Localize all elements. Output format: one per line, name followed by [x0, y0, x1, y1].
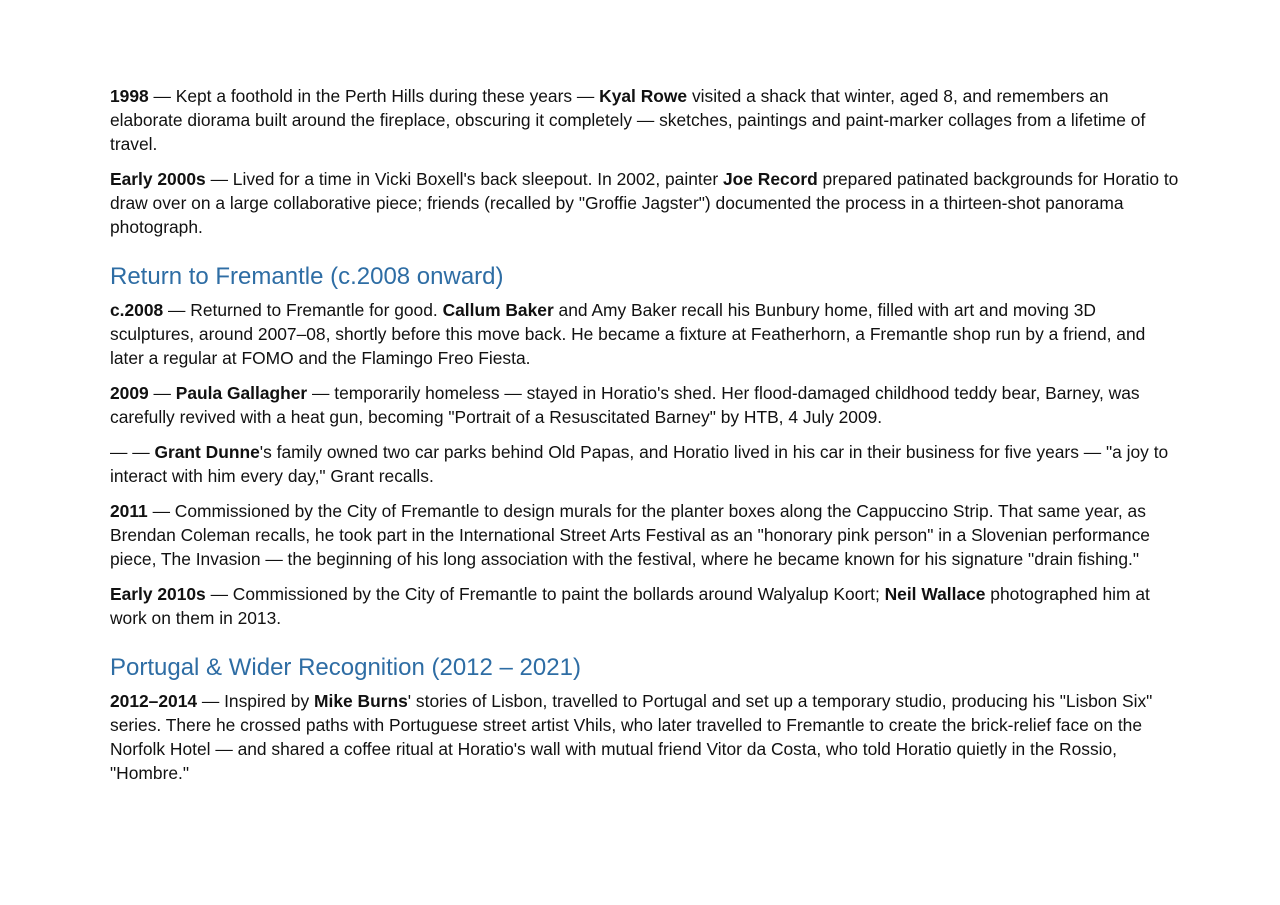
- timeline-entry-early-2000s: [110, 167, 1180, 239]
- entry-text: — Lived for a time in Vicki Boxell's back sleepout. In 2002, painter: [205, 169, 723, 189]
- entry-date: Early 2010s: [110, 584, 206, 604]
- person-name: Neil Wallace: [884, 584, 986, 604]
- person-name: Mike Burns: [314, 691, 408, 711]
- entry-text: — temporarily homeless — stayed in Horatio's shed. Her flood-damaged childhood teddy bear, Barney, was carefully revived with a heat gun, becoming "Portrait of a Resuscitated Barney" by HTB, 4 July 2009.: [110, 383, 1140, 427]
- section-heading-portugal: Portugal & Wider Recognition (2012 – 2021): [110, 654, 581, 681]
- entry-text: photographed him at work on them in 2013.: [110, 584, 1150, 628]
- timeline-entry-early-2010s: [110, 582, 1180, 630]
- entry-date: 2012–2014: [110, 691, 198, 711]
- entry-date: Early 2000s: [110, 169, 206, 189]
- entry-text: — Kept a foothold in the Perth Hills during these years —: [148, 86, 600, 106]
- timeline-entry-grant-dunne: [110, 440, 1180, 488]
- entry-date: c.2008: [110, 300, 164, 320]
- entry-text: — Inspired by: [197, 691, 315, 711]
- person-name: Paula Gallagher: [175, 383, 308, 403]
- timeline-entry-1998: [110, 84, 1180, 156]
- timeline-entry-2009: [110, 381, 1180, 429]
- entry-date: 2011: [110, 501, 148, 521]
- timeline-entry-2011: [110, 499, 1180, 571]
- entry-text: —: [148, 383, 176, 403]
- entry-text: prepared patinated backgrounds for Horatio to draw over on a large collaborative piece; friends (recalled by "Groffie Jagster") documented the process in a thirteen-shot panorama photograph.: [110, 169, 1179, 237]
- entry-text: 's family owned two car parks behind Old Papas, and Horatio lived in his car in their business for five years — "a joy to interact with him every day," Grant recalls.: [110, 442, 1169, 486]
- entry-text: and Amy Baker recall his Bunbury home, filled with art and moving 3D sculptures, around 2007–08, shortly before this move back. He became a fixture at Featherhorn, a Fremantle shop run by a friend, and later a regular at FOMO and the Flamingo Freo Fiesta.: [110, 300, 1146, 368]
- entry-text: — Commissioned by the City of Fremantle to design murals for the planter boxes along the Cappuccino Strip. That same year, as Brendan Coleman recalls, he took part in the International Street Arts Festival as an "honorary pink person" in a Slovenian performance piece, The Invasion — the beginning of his long association with the festival, where he became known for his signature "drain fishing.": [110, 501, 1150, 569]
- entry-text: — —: [110, 442, 155, 462]
- section-heading-return-to-fremantle: Return to Fremantle (c.2008 onward): [110, 263, 504, 290]
- entry-date: 2009: [110, 383, 149, 403]
- entry-text: visited a shack that winter, aged 8, and remembers an elaborate diorama built around the fireplace, obscuring it completely — sketches, paintings and paint-marker collages from a lifetime of travel.: [110, 86, 1146, 154]
- entry-text: — Commissioned by the City of Fremantle to paint the bollards around Walyalup Koort;: [205, 584, 885, 604]
- person-name: Callum Baker: [442, 300, 554, 320]
- entry-text: — Returned to Fremantle for good.: [163, 300, 443, 320]
- timeline-entry-c2008: [110, 298, 1180, 370]
- timeline-entry-2012-2014: [110, 689, 1180, 785]
- person-name: Grant Dunne: [154, 442, 260, 462]
- entry-date: 1998: [110, 86, 149, 106]
- entry-text: ' stories of Lisbon, travelled to Portugal and set up a temporary studio, producing his "Lisbon Six" series. There he crossed paths with Portuguese street artist Vhils, who later travelled to Fremantle to create the brick-relief face on the Norfolk Hotel — and shared a coffee ritual at Horatio's wall with mutual friend Vitor da Costa, who told Horatio quietly in the Rossio, "Hombre.": [110, 691, 1153, 783]
- person-name: Kyal Rowe: [599, 86, 688, 106]
- person-name: Joe Record: [723, 169, 818, 189]
